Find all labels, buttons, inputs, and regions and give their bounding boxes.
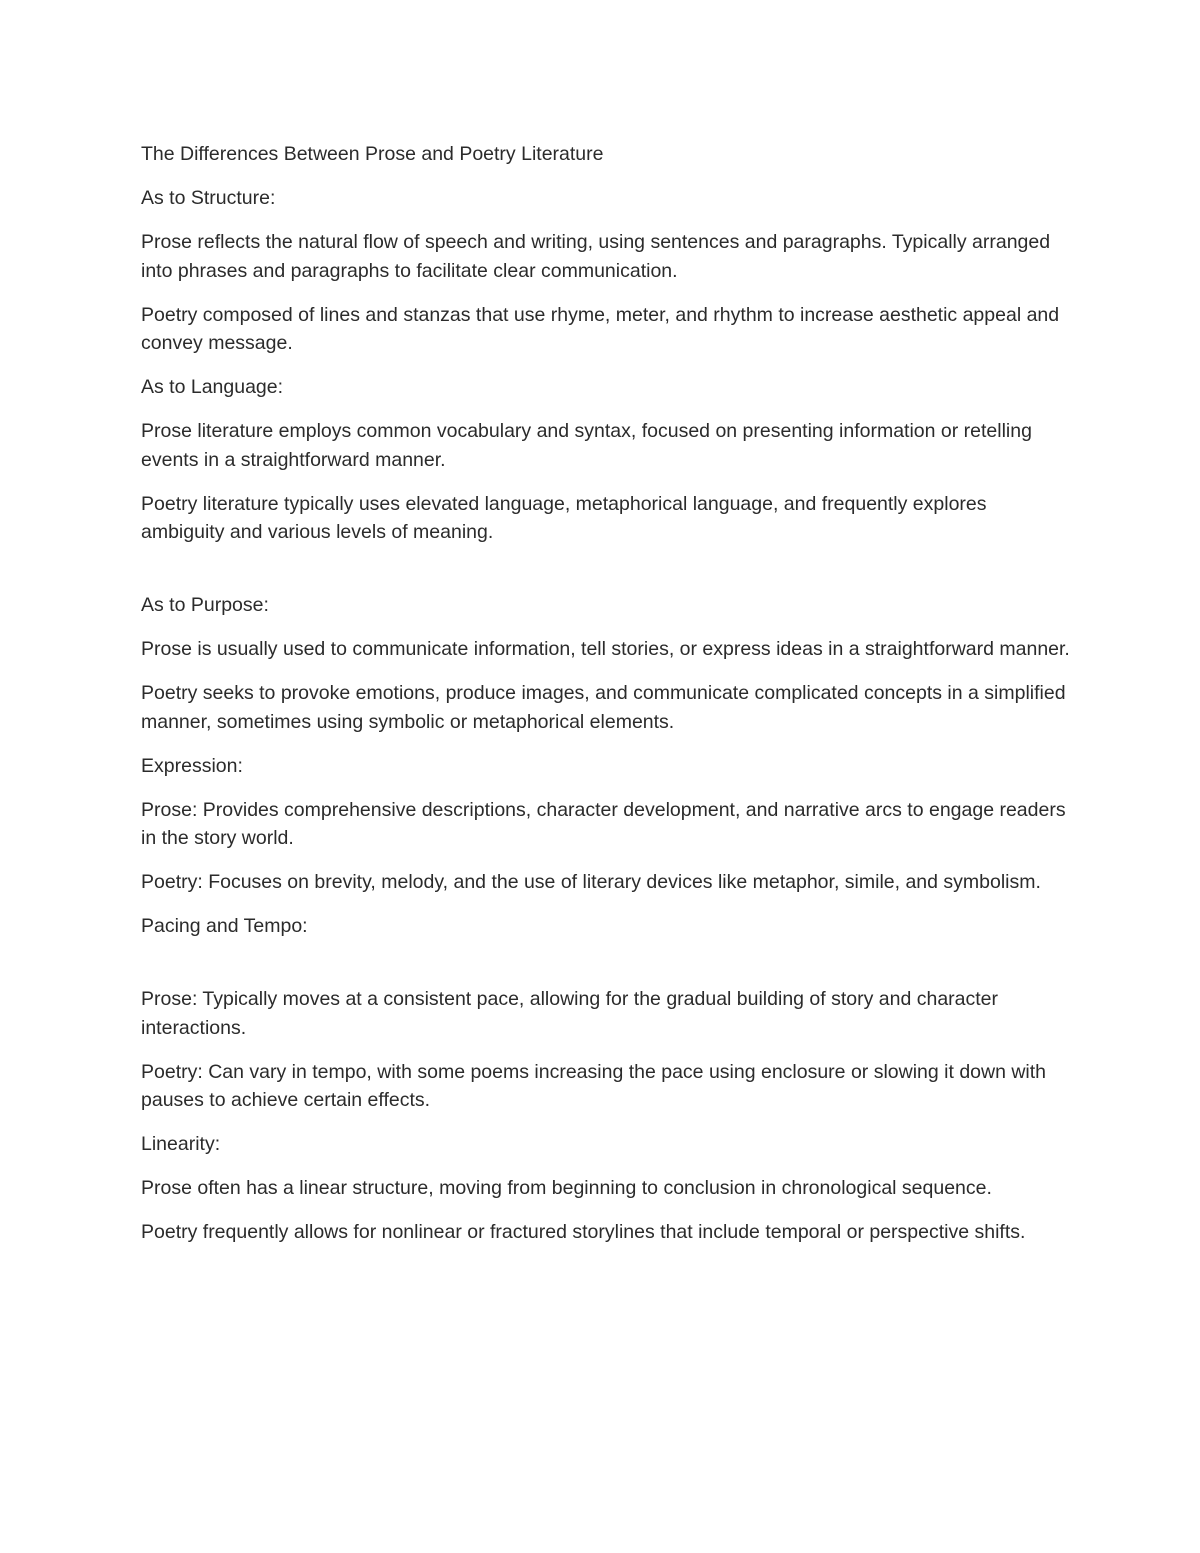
paragraph-expression-prose: Prose: Provides comprehensive descriptions, character development, and narrative arcs to engage readers in the story world. bbox=[141, 798, 1066, 849]
paragraph-pacing-prose: Prose: Typically moves at a consistent pace, allowing for the gradual building of story and character interactions. bbox=[141, 988, 999, 1039]
document-page bbox=[141, 140, 1071, 1262]
document-title: The Differences Between Prose and Poetry Literature bbox=[141, 143, 604, 165]
section-heading-linearity: Linearity: bbox=[141, 1133, 221, 1155]
section-heading-purpose: As to Purpose: bbox=[141, 594, 269, 616]
paragraph-purpose-prose: Prose is usually used to communicate information, tell stories, or express ideas in a straightforward manner. bbox=[141, 638, 1070, 660]
paragraph-expression-poetry: Poetry: Focuses on brevity, melody, and the use of literary devices like metaphor, simile, and symbolism. bbox=[141, 871, 1041, 893]
paragraph-structure-poetry: Poetry composed of lines and stanzas that use rhyme, meter, and rhythm to increase aesthetic appeal and convey message. bbox=[141, 303, 1060, 354]
paragraph-language-prose: Prose literature employs common vocabulary and syntax, focused on presenting information or retelling events in a straightforward manner. bbox=[141, 420, 1032, 471]
blank-line bbox=[141, 562, 1071, 591]
paragraph-pacing-poetry: Poetry: Can vary in tempo, with some poems increasing the pace using enclosure or slowing it down with pauses to achieve certain effects. bbox=[141, 1060, 1047, 1111]
section-heading-expression: Expression: bbox=[141, 754, 243, 777]
paragraph-structure-prose: Prose reflects the natural flow of speech and writing, using sentences and paragraphs. Typically arranged into phrases and paragraphs to facilitate clear communication. bbox=[141, 231, 1051, 282]
section-heading-pacing: Pacing and Tempo: bbox=[141, 915, 308, 937]
paragraph-linearity-prose: Prose often has a linear structure, moving from beginning to conclusion in chronological sequence. bbox=[141, 1177, 992, 1199]
section-heading-language: As to Language: bbox=[141, 376, 284, 398]
blank-line bbox=[141, 956, 1071, 985]
section-heading-structure: As to Structure: bbox=[141, 187, 276, 209]
paragraph-linearity-poetry: Poetry frequently allows for nonlinear or fractured storylines that include temporal or perspective shifts. bbox=[141, 1221, 1026, 1243]
paragraph-language-poetry: Poetry literature typically uses elevated language, metaphorical language, and frequently explores ambiguity and various levels of meaning. bbox=[141, 492, 987, 543]
paragraph-purpose-poetry: Poetry seeks to provoke emotions, produce images, and communicate complicated concepts in a simplified manner, sometimes using symbolic or metaphorical elements. bbox=[141, 682, 1066, 733]
